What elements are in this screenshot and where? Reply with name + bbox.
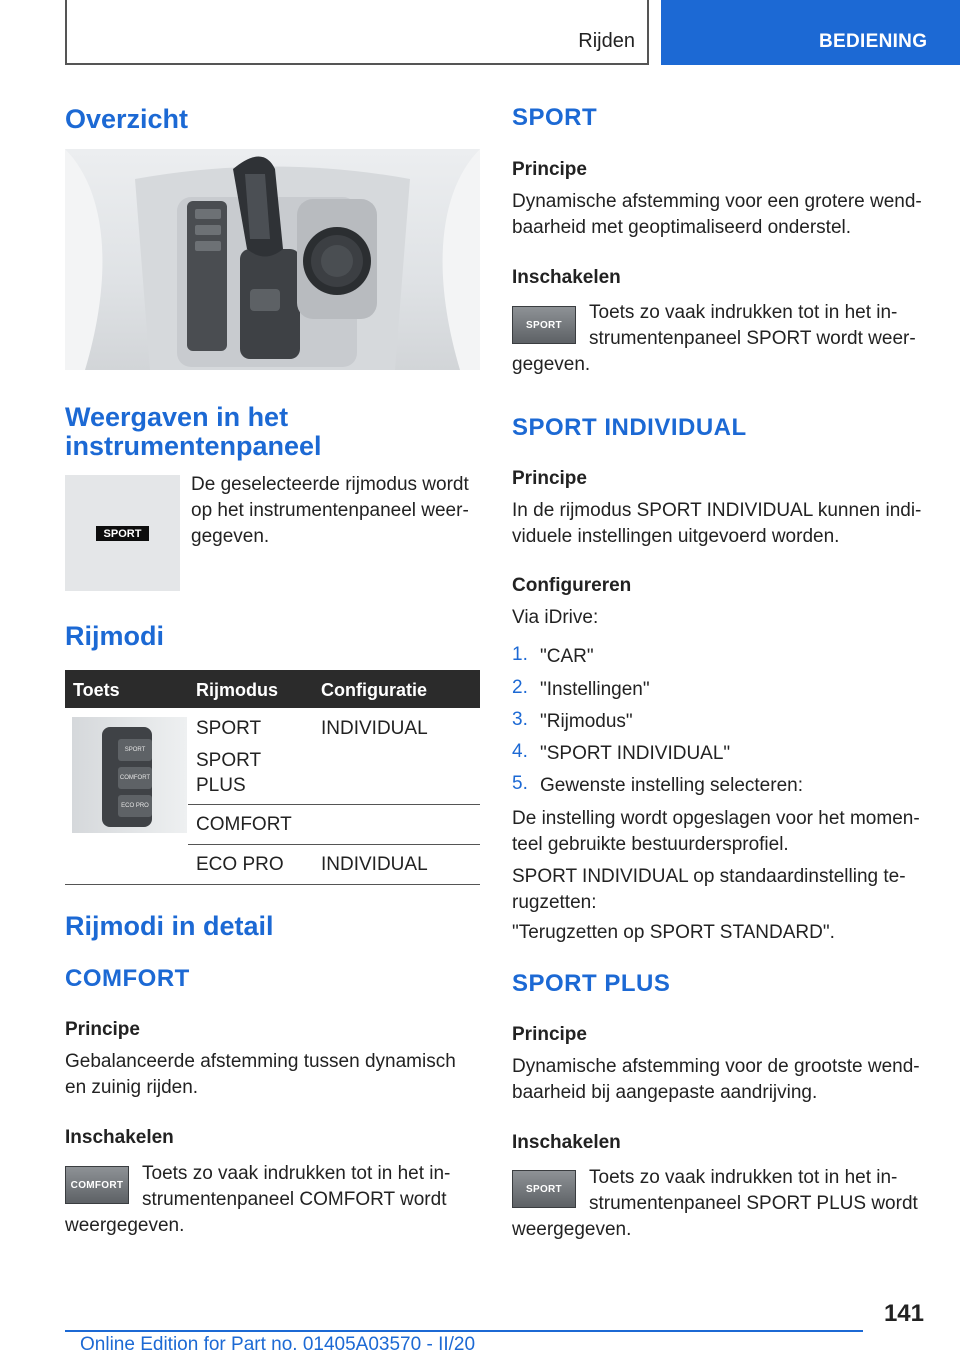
header-section-box [65,0,649,65]
sport-inschakelen-text-3: gegeven. [512,354,591,375]
overzicht-title: Overzicht [65,104,189,134]
comfort-button-label: COMFORT [70,1179,124,1191]
step-text: "Rijmodus" [540,711,633,732]
sport-principe-text-1: Dynamische afstemming voor een grotere wend- [512,191,922,212]
sport-individual-title: SPORT INDIVIDUAL [512,414,747,441]
rijmodi-title: Rijmodi [65,621,164,651]
sport-plus-title: SPORT PLUS [512,970,671,997]
individual-after-text-4: rugzetten: [512,892,597,913]
weergaven-text-1: De geselecteerde rijmodus wordt [191,474,469,495]
comfort-inschakelen-text-1: Toets zo vaak indrukken tot in het in- [142,1163,451,1184]
sport-principe-label: Principe [512,159,587,180]
step-text: "CAR" [540,646,594,667]
page-number: 141 [883,1300,924,1327]
ecopro-button-thumb: ECO PRO [118,795,152,817]
display-image [65,475,180,591]
comfort-inschakelen-text-2: strumentenpaneel COMFORT wordt [142,1189,447,1210]
table-bottom-border [65,884,480,885]
console-illustration [65,149,480,370]
sport-principe-text-2: baarheid met geoptimaliseerd onderstel. [512,217,852,238]
header-section: Rijden [578,30,635,52]
table-divider [188,804,480,805]
table-row3-config: INDIVIDUAL [321,854,428,875]
weergaven-title-1: Weergaven in het [65,402,289,432]
weergaven-title-2: instrumentenpaneel [65,431,322,461]
table-header-toets: Toets [73,680,120,700]
sport-individual-principe-text-1: In de rijmodus SPORT INDIVIDUAL kunnen indi- [512,500,922,521]
console-photo [65,149,480,370]
table-row1-mode1: SPORT [196,718,262,739]
step-text: "SPORT INDIVIDUAL" [540,743,731,764]
sport-inschakelen-text-2: strumentenpaneel SPORT wordt weer- [589,328,916,349]
comfort-button-image [65,1166,129,1204]
sport-plus-principe-text-1: Dynamische afstemming voor de grootste wend- [512,1056,920,1077]
sport-individual-principe-text-2: viduele instellingen uitgevoerd worden. [512,526,840,547]
footer-rule [65,1330,863,1332]
individual-after-text-5: "Terugzetten op SPORT STANDARD". [512,922,835,943]
step-number: 2. [512,677,528,698]
sport-plus-inschakelen-text-2: strumentenpaneel SPORT PLUS wordt [589,1193,918,1214]
detail-title: Rijmodi in detail [65,911,274,941]
display-badge-box [96,526,149,541]
individual-after-text-1: De instelling wordt opgeslagen voor het momen- [512,808,920,829]
comfort-principe-text-2: en zuinig rijden. [65,1077,199,1098]
sport-plus-inschakelen-label: Inschakelen [512,1132,621,1153]
table-row3-mode: ECO PRO [196,854,284,875]
individual-after-text-2: teel gebruikte bestuurdersprofiel. [512,834,789,855]
sport-button-image [512,306,576,344]
weergaven-text-3: gegeven. [191,526,270,547]
mode-buttons-image [72,717,187,833]
sport-plus-principe-text-2: baarheid bij aangepaste aandrijving. [512,1082,818,1103]
sport-plus-principe-label: Principe [512,1024,587,1045]
sport-plus-button-image [512,1170,576,1208]
comfort-inschakelen-label: Inschakelen [65,1127,174,1148]
table-divider [188,844,480,845]
step-text: "Instellingen" [540,679,650,700]
step-number: 1. [512,644,528,665]
sport-plus-inschakelen-text-1: Toets zo vaak indrukken tot in het in- [589,1167,898,1188]
table-row1-mode3: PLUS [196,775,246,796]
header-chapter: BEDIENING [819,31,928,52]
header-chapter-box [661,0,960,65]
table-row1-mode2: SPORT [196,750,262,771]
comfort-principe-text-1: Gebalanceerde afstemming tussen dynamisch [65,1051,456,1072]
table-header-rijmodus: Rijmodus [196,680,279,700]
comfort-button-thumb: COMFORT [118,767,152,789]
via-idrive: Via iDrive: [512,607,599,628]
sport-button-thumb: SPORT [118,739,152,761]
table-row1-config: INDIVIDUAL [321,718,428,739]
footer-edition: Online Edition for Part no. 01405A03570 - II/20 [80,1334,476,1355]
individual-after-text-3: SPORT INDIVIDUAL op standaardinstelling te- [512,866,906,887]
sport-plus-inschakelen-text-3: weergegeven. [512,1219,632,1240]
sport-plus-button-label: SPORT [526,1183,562,1195]
table-row2-mode: COMFORT [196,814,292,835]
configureren-label: Configureren [512,575,632,596]
comfort-inschakelen-text-3: weergegeven. [65,1215,185,1236]
step-number: 5. [512,773,528,794]
table-header-configuratie: Configuratie [321,680,427,700]
sport-button-label: SPORT [526,319,562,331]
step-number: 3. [512,709,528,730]
comfort-principe-label: Principe [65,1019,140,1040]
step-number: 4. [512,741,528,762]
sport-inschakelen-label: Inschakelen [512,267,621,288]
sport-title: SPORT [512,104,598,131]
step-text: Gewenste instelling selecteren: [540,775,803,796]
sport-inschakelen-text-1: Toets zo vaak indrukken tot in het in- [589,302,898,323]
comfort-title: COMFORT [65,965,190,992]
sport-individual-principe-label: Principe [512,468,587,489]
weergaven-text-2: op het instrumentenpaneel weer- [191,500,469,521]
display-badge: SPORT [103,527,142,540]
